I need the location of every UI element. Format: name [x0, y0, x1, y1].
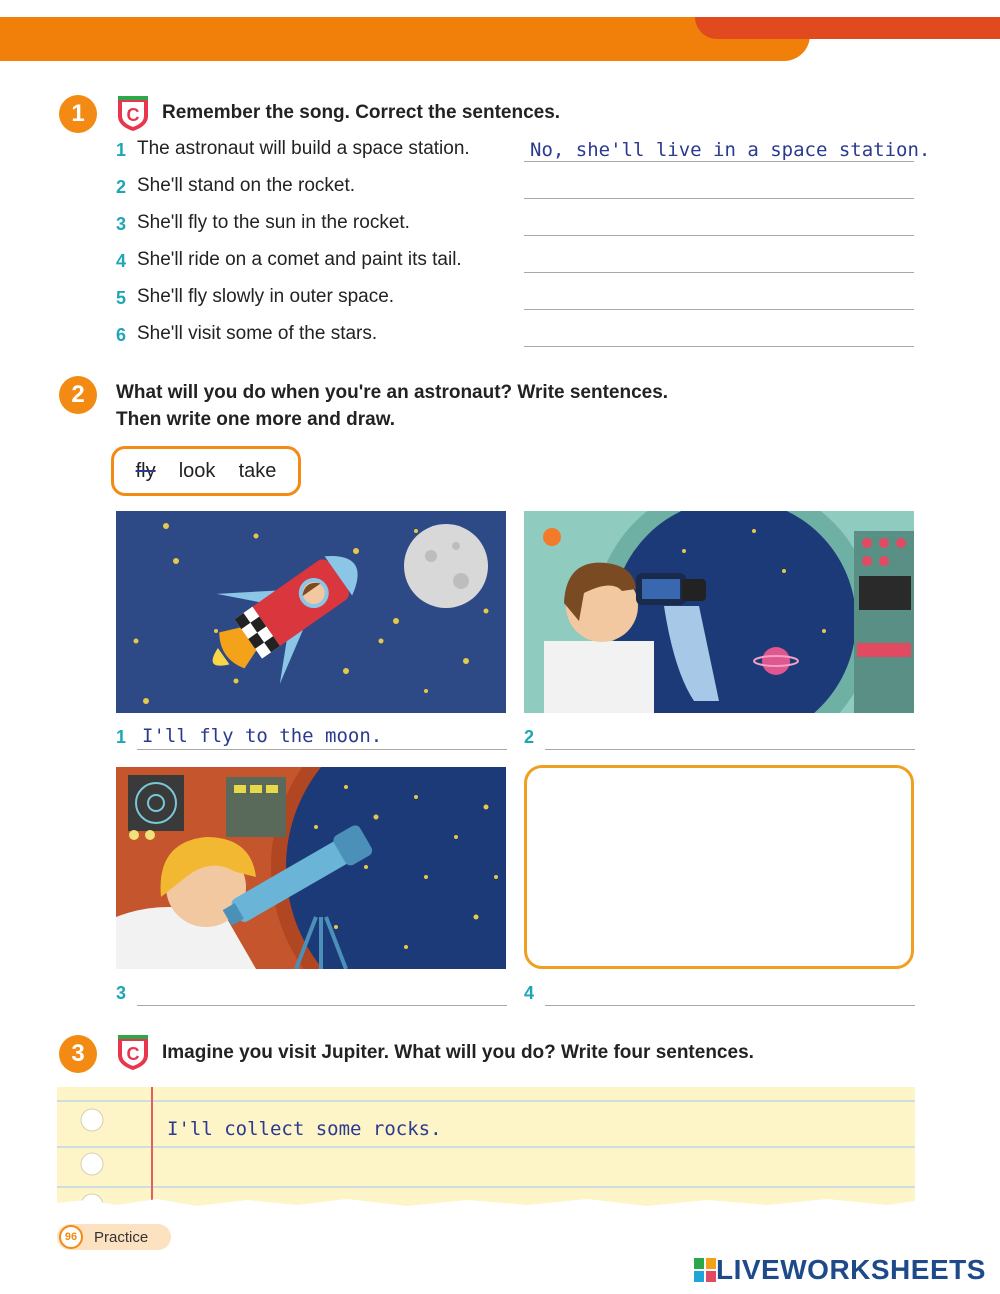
- drawing-box[interactable]: [524, 765, 914, 969]
- answer-line: [137, 749, 507, 750]
- header-bar: [0, 17, 810, 61]
- answer-field[interactable]: [550, 725, 910, 747]
- practice-label: Practice: [94, 1229, 149, 1246]
- item-number: 5: [116, 288, 127, 308]
- svg-text:C: C: [126, 1044, 140, 1064]
- word-box: [111, 446, 301, 496]
- answer-field[interactable]: [142, 981, 502, 1003]
- item-number: 2: [116, 177, 127, 197]
- logo-text: LIVEWORKSHEETS: [716, 1254, 986, 1285]
- answer-line: [545, 1005, 915, 1006]
- song-shield-icon: [116, 94, 150, 132]
- word-fly: fly: [135, 459, 156, 482]
- logo-icon: [694, 1258, 716, 1282]
- answer-line: [524, 235, 914, 236]
- answer-field[interactable]: [530, 250, 910, 272]
- answer-field[interactable]: [530, 213, 910, 235]
- picture-girl-telescope: [116, 767, 506, 969]
- picture-rocket-moon: [116, 511, 506, 713]
- item-number: 4: [116, 251, 127, 271]
- answer-number: 2: [524, 727, 535, 747]
- answer-line: [524, 161, 914, 162]
- item-sentence: She'll fly to the sun in the rocket.: [137, 212, 410, 233]
- answer-line: [524, 272, 914, 273]
- item-sentence: She'll stand on the rocket.: [137, 175, 356, 196]
- header-accent-bar: [695, 17, 1000, 39]
- page-number: 96: [59, 1225, 83, 1249]
- answer-field[interactable]: I'll fly to the moon.: [142, 725, 383, 747]
- liveworksheets-logo: [694, 1254, 986, 1286]
- answer-line: [524, 198, 914, 199]
- answer-line: [524, 309, 914, 310]
- item-sentence: The astronaut will build a space station.: [137, 138, 470, 159]
- svg-text:C: C: [126, 105, 140, 125]
- exercise-1-title: Remember the song. Correct the sentences.: [162, 102, 561, 123]
- answer-line: [137, 1005, 507, 1006]
- word-look: look: [178, 459, 216, 482]
- answer-line: [524, 346, 914, 347]
- song-shield-icon: [116, 1033, 150, 1071]
- answer-field[interactable]: [550, 981, 910, 1003]
- exercise-2-title-line1: What will you do when you're an astronaut? Write sentences.: [116, 382, 669, 403]
- item-sentence: She'll visit some of the stars.: [137, 323, 378, 344]
- notepaper-lines: [57, 1087, 915, 1215]
- answer-field[interactable]: [530, 176, 910, 198]
- exercise-3-title: Imagine you visit Jupiter. What will you do? Write four sentences.: [162, 1042, 754, 1063]
- notepaper: [57, 1087, 915, 1215]
- exercise-3-answer[interactable]: I'll collect some rocks.: [167, 1118, 442, 1140]
- answer-number: 4: [524, 983, 535, 1003]
- answer-number: 1: [116, 727, 127, 747]
- item-sentence: She'll fly slowly in outer space.: [137, 286, 395, 307]
- item-number: 6: [116, 325, 127, 345]
- item-number: 1: [116, 140, 127, 160]
- word-take: take: [238, 459, 277, 482]
- answer-number: 3: [116, 983, 127, 1003]
- picture-boy-camera: [524, 511, 914, 713]
- answer-line: [545, 749, 915, 750]
- exercise-3-number: 3: [59, 1035, 97, 1073]
- item-number: 3: [116, 214, 127, 234]
- answer-field[interactable]: No, she'll live in a space station.: [530, 139, 931, 161]
- answer-field[interactable]: [530, 287, 910, 309]
- exercise-2-number: 2: [59, 376, 97, 414]
- exercise-2-title-line2: Then write one more and draw.: [116, 409, 396, 430]
- answer-field[interactable]: [530, 324, 910, 346]
- item-sentence: She'll ride on a comet and paint its tail.: [137, 249, 462, 270]
- exercise-1-number: 1: [59, 95, 97, 133]
